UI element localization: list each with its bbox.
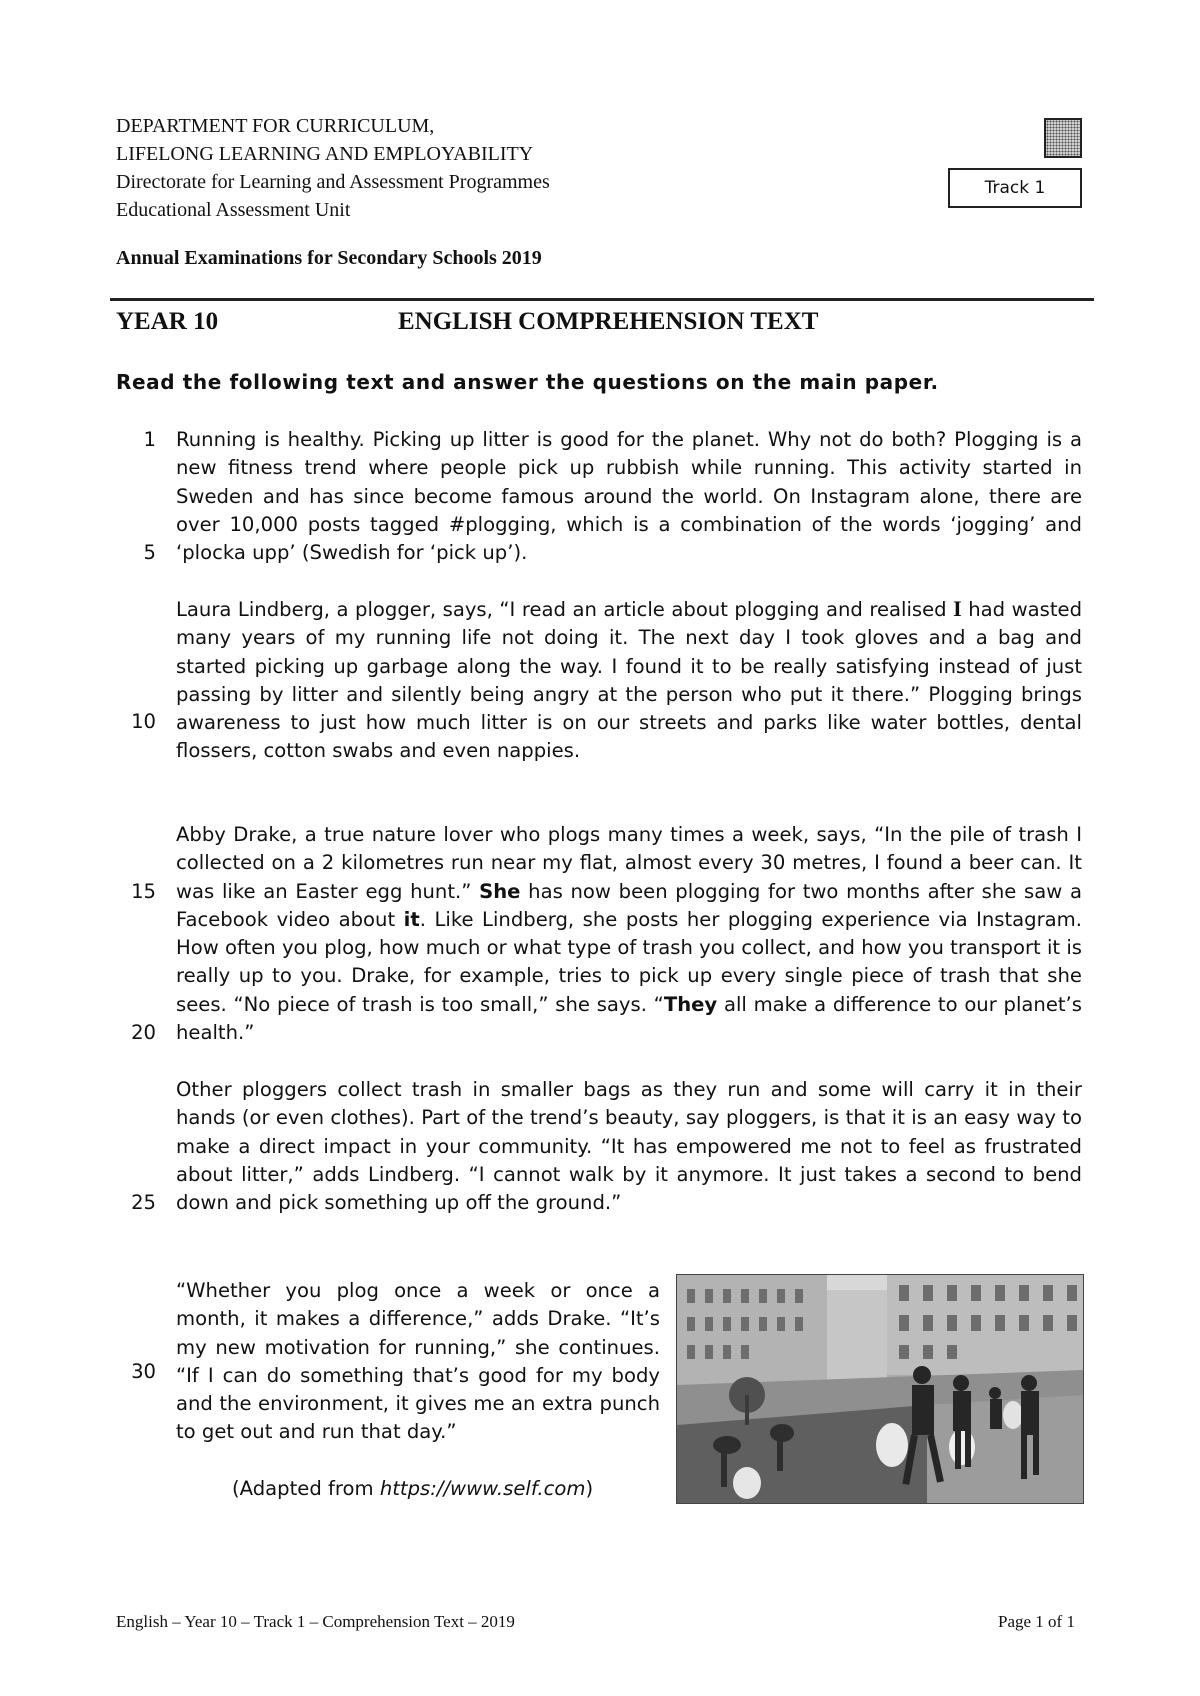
source-suffix: ) <box>585 1477 594 1500</box>
footer-left: English – Year 10 – Track 1 – Comprehension Text – 2019 <box>116 1612 515 1631</box>
paragraph-3-part: Abby Drake, a true nature lover who plogs many times a week, says, “In the pile of trash I collected on a 2 kilometres run near my flat, almost every 30 metres, I found a beer can. It was like an Easter egg hunt.” <box>176 823 1082 903</box>
paragraph-3-part: all make a difference to our planet’s health.” <box>176 992 1082 1045</box>
paragraph-2 <box>176 595 1082 766</box>
line-number: 10 <box>131 710 156 733</box>
page-number: Page 1 of 1 <box>998 1612 1075 1631</box>
line-number: 15 <box>131 880 156 903</box>
paper-title: ENGLISH COMPREHENSION TEXT <box>398 308 819 335</box>
paragraph-2-part: had wasted many years of my running life not doing it. The next day I took gloves and a bag and started picking up garbage along the way. I found it to be really satisfying instead of just passing by litter and silently being angry at the person who put it there.” Plogging brings awareness to just how much litter is on our streets and parks like water bottles, dental flossers, cotton swabs and even nappies. <box>176 598 1083 763</box>
year-label: YEAR 10 <box>116 308 219 335</box>
bold-word-i: I <box>953 596 962 621</box>
line-number: 25 <box>131 1191 156 1214</box>
paragraph-5-block <box>176 1277 660 1447</box>
line-number: 30 <box>131 1360 156 1383</box>
paragraph-3 <box>176 821 1082 1047</box>
exam-title: Annual Examinations for Secondary Schools 2019 <box>116 247 542 269</box>
paragraph-4: Other ploggers collect trash in smaller bags as they run and some will carry it in their hands (or even clothes). Part of the trend’s beauty, say ploggers, is that it is an easy way to make a direct impact in your community. “It has empowered me not to feel as frustrated about litter,” adds Lindberg. “I cannot walk by it anymore. It just takes a second to bend down and pick something up off the ground.” <box>176 1078 1082 1215</box>
paragraph-3-part: has now been plogging for two months after she saw a Facebook video about <box>176 879 1082 931</box>
header-line-department: DEPARTMENT FOR CURRICULUM, <box>116 115 435 137</box>
bold-word-she: She <box>479 879 521 903</box>
ploggers-photo <box>676 1274 1084 1504</box>
paragraph-1: Running is healthy. Picking up litter is good for the planet. Why not do both? Plogging is a new fitness trend where people pick up rubbish while running. This activity started in Sweden and has since become famous around the world. On Instagram alone, there are over 10,000 posts tagged #plogging, which is a combination of the words ‘jogging’ and ‘plocka upp’ (Swedish for ‘pick up’). <box>176 428 1082 565</box>
source-citation <box>232 1475 593 1503</box>
bold-word-they: They <box>663 992 718 1016</box>
line-number: 20 <box>131 1021 156 1044</box>
instruction-text: Read the following text and answer the questions on the main paper. <box>116 370 939 394</box>
source-link[interactable]: https://www.self.com <box>379 1477 586 1500</box>
header-line-unit: Educational Assessment Unit <box>116 199 351 221</box>
track-indicator-square <box>1044 118 1082 158</box>
line-number: 5 <box>143 541 156 564</box>
department-header <box>116 112 550 224</box>
header-line-lifelong: LIFELONG LEARNING AND EMPLOYABILITY <box>116 143 534 165</box>
header-line-directorate: Directorate for Learning and Assessment Programmes <box>116 171 550 193</box>
header-divider <box>110 298 1094 301</box>
track-label-box: Track 1 <box>948 168 1082 208</box>
line-number: 1 <box>143 428 156 451</box>
bold-word-it: it <box>403 907 420 931</box>
source-prefix: (Adapted from <box>232 1477 380 1500</box>
paragraph-5: “Whether you plog once a week or once a month, it makes a difference,” adds Drake. “It’s my new motivation for running,” she continues. “If I can do something that’s good for my body and the environment, it gives me an extra punch to get out and run that day.” <box>176 1279 660 1444</box>
paragraph-2-part: Laura Lindberg, a plogger, says, “I read an article about plogging and realised <box>176 598 954 621</box>
paragraph-3-part: . Like Lindberg, she posts her plogging experience via Instagram. How often you plog, how much or what type of trash you collect, and how you transport it is really up to you. Drake, for example, tries to pick up every single piece of trash that she sees. “No piece of trash is too small,” she says. “ <box>176 907 1082 1016</box>
ploggers-photo-image <box>677 1275 1083 1503</box>
